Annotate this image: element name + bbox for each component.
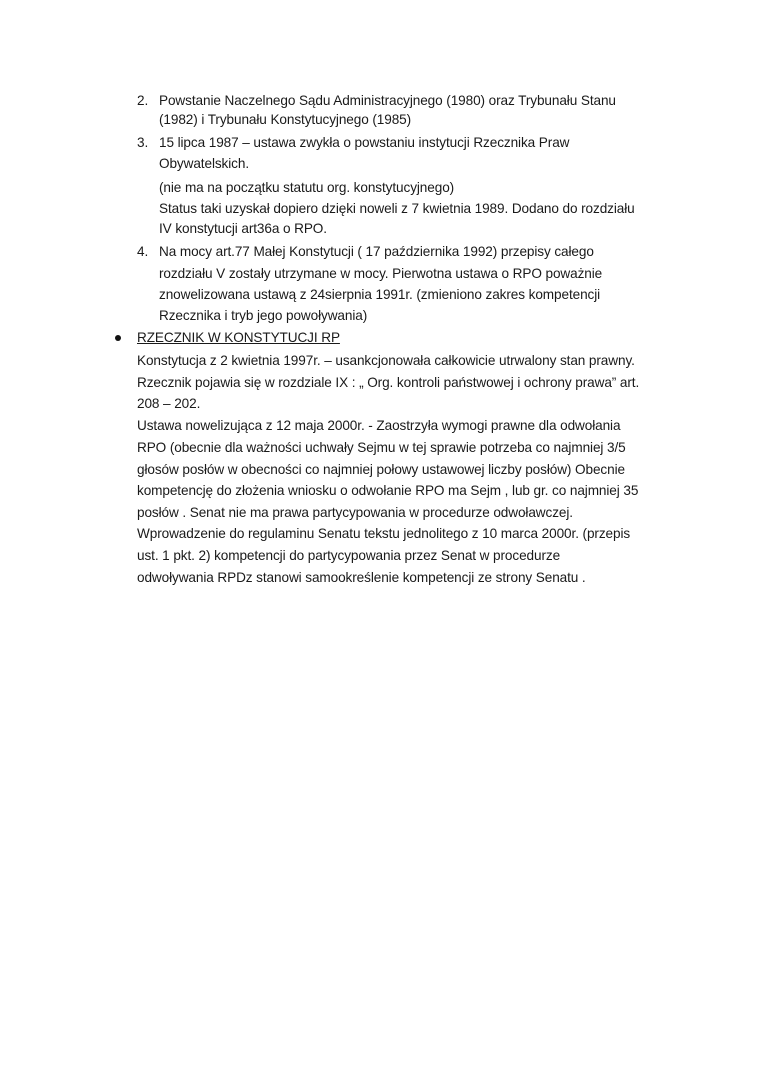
paragraph-line: odwoływania RPDz stanowi samookreślenie kompetencji ze strony Senatu . — [137, 570, 586, 585]
list-item-line: (1982) i Trybunału Konstytucyjnego (1985) — [159, 112, 412, 127]
paragraph-line: ust. 1 pkt. 2) kompetencji do partycypowania przez Senat w procedurze — [137, 548, 561, 563]
paragraph-line: Wprowadzenie do regulaminu Senatu tekstu jednolitego z 10 marca 2000r. (przepis — [137, 526, 631, 541]
paragraph-line: Konstytucja z 2 kwietnia 1997r. – usankcjonowała całkowicie utrwalony stan prawny. — [137, 353, 635, 368]
section-heading: RZECZNIK W KONSTYTUCJI RP — [137, 330, 340, 345]
list-item-line: Rzecznika i tryb jego powoływania) — [159, 308, 368, 323]
paragraph-line: RPO (obecnie dla ważności uchwały Sejmu w tej sprawie potrzeba co najmniej 3/5 — [137, 440, 626, 455]
list-item-line: IV konstytucji art36a o RPO. — [159, 221, 327, 236]
paragraph-line: posłów . Senat nie ma prawa partycypowania w procedurze odwoławczej. — [137, 505, 573, 520]
list-item-line: Na mocy art.77 Małej Konstytucji ( 17 października 1992) przepisy całego — [159, 244, 594, 259]
list-item-line: (nie ma na początku statutu org. konstytucyjnego) — [159, 180, 455, 195]
paragraph-line: kompetencję do złożenia wniosku o odwołanie RPO ma Sejm , lub gr. co najmniej 35 — [137, 483, 639, 498]
bullet-icon — [115, 335, 121, 341]
paragraph-line: Ustawa nowelizująca z 12 maja 2000r. - Zaostrzyła wymogi prawne dla odwołania — [137, 418, 621, 433]
list-item-line: znowelizowana ustawą z 24sierpnia 1991r. (zmieniono zakres kompetencji — [159, 287, 601, 302]
paragraph-line: Rzecznik pojawia się w rozdziale IX : „ Org. kontroli państwowej i ochrony prawa” art. — [137, 375, 640, 390]
list-item-line: Powstanie Naczelnego Sądu Administracyjnego (1980) oraz Trybunału Stanu — [159, 93, 616, 108]
list-item-line: Status taki uzyskał dopiero dzięki noweli z 7 kwietnia 1989. Dodano do rozdziału — [159, 201, 635, 216]
list-item-line: 15 lipca 1987 – ustawa zwykła o powstaniu instytucji Rzecznika Praw — [159, 135, 570, 150]
paragraph-line: 208 – 202. — [137, 396, 201, 411]
list-item-line: rozdziału V zostały utrzymane w mocy. Pierwotna ustawa o RPO poważnie — [159, 266, 603, 281]
paragraph-line: głosów posłów w obecności co najmniej połowy ustawowej liczby posłów) Obecnie — [137, 462, 625, 477]
list-item-line: Obywatelskich. — [159, 156, 250, 171]
list-number: 3. — [137, 135, 149, 150]
list-number: 2. — [137, 93, 149, 108]
list-number: 4. — [137, 244, 149, 259]
